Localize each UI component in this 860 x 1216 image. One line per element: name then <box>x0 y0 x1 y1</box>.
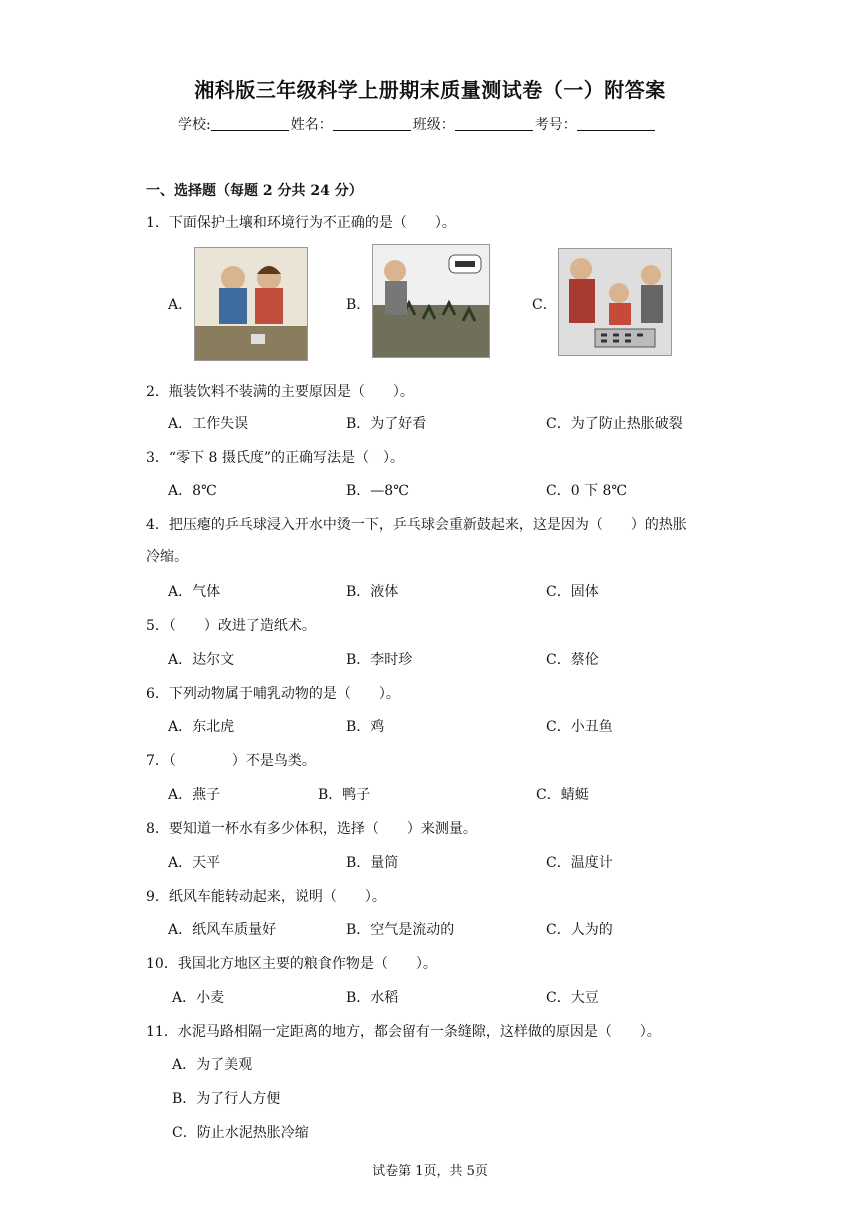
class-blank[interactable] <box>455 116 533 131</box>
q7-option-b[interactable]: B．鸭子 <box>318 787 371 803</box>
children-planting-illustration <box>195 248 307 360</box>
q1-option-c-label: C． <box>532 297 557 313</box>
q10-option-b[interactable]: B．水稻 <box>346 990 399 1006</box>
q3-option-b[interactable]: B．—8℃ <box>346 483 409 499</box>
q2-option-b[interactable]: B．为了好看 <box>346 416 427 432</box>
question-4-continued: 冷缩。 <box>146 549 188 565</box>
q1-image-b <box>372 244 490 358</box>
family-sorting-illustration <box>559 249 671 355</box>
student-info-line <box>178 114 657 134</box>
question-9: 9．纸风车能转动起来，说明（ ）。 <box>146 889 386 905</box>
question-6: 6．下列动物属于哺乳动物的是（ ）。 <box>146 686 400 702</box>
q10-option-c[interactable]: C．大豆 <box>546 990 599 1006</box>
question-2: 2．瓶装饮料不装满的主要原因是（ ）。 <box>146 384 414 400</box>
q11-option-a[interactable]: A．为了美观 <box>172 1057 253 1073</box>
question-4: 4．把压瘪的乒乓球浸入开水中烫一下，乒乓球会重新鼓起来，这是因为（ ）的热胀 <box>146 517 687 533</box>
q2-option-c[interactable]: C．为了防止热胀破裂 <box>546 416 683 432</box>
q4-option-c[interactable]: C．固体 <box>546 584 599 600</box>
q10-option-a[interactable]: A．小麦 <box>172 990 225 1006</box>
exam-no-blank[interactable] <box>577 116 655 131</box>
question-10: 10．我国北方地区主要的粮食作物是（ ）。 <box>146 956 437 972</box>
q7-option-a[interactable]: A．燕子 <box>168 787 221 803</box>
q3-option-a[interactable]: A．8℃ <box>168 483 217 499</box>
q4-option-b[interactable]: B．液体 <box>346 584 399 600</box>
q1-image-a <box>194 247 308 361</box>
class-label: 班级： <box>412 117 455 133</box>
q2-option-a[interactable]: A．工作失误 <box>168 416 249 432</box>
q4-option-a[interactable]: A．气体 <box>168 584 221 600</box>
boy-spraying-field-illustration <box>373 245 489 357</box>
question-7: 7．（ ）不是鸟类。 <box>146 753 316 769</box>
question-1: 1．下面保护土壤和环境行为不正确的是（ ）。 <box>146 215 456 231</box>
page-title: 湘科版三年级科学上册期末质量测试卷（一）附答案 <box>194 78 666 102</box>
q9-option-b[interactable]: B．空气是流动的 <box>346 922 455 938</box>
q5-option-b[interactable]: B．李时珍 <box>346 652 413 668</box>
q6-option-c[interactable]: C．小丑鱼 <box>546 719 613 735</box>
q5-option-a[interactable]: A．达尔文 <box>168 652 235 668</box>
exam-no-label: 考号： <box>534 117 577 133</box>
q5-option-c[interactable]: C．蔡伦 <box>546 652 599 668</box>
school-blank[interactable] <box>211 116 289 131</box>
name-label: 姓名： <box>290 117 333 133</box>
q8-option-a[interactable]: A．天平 <box>168 855 221 871</box>
q7-option-c[interactable]: C．蜻蜓 <box>536 787 589 803</box>
q1-image-c <box>558 248 672 356</box>
q8-option-b[interactable]: B．量筒 <box>346 855 399 871</box>
q11-option-c[interactable]: C．防止水泥热胀冷缩 <box>172 1125 309 1141</box>
q1-option-b-label: B． <box>346 297 371 313</box>
section-heading: 一、选择题（每题 2 分共 24 分） <box>146 183 363 199</box>
q6-option-a[interactable]: A．东北虎 <box>168 719 235 735</box>
question-3: 3．“零下 8 摄氏度”的正确写法是（ ）。 <box>146 450 405 466</box>
page-footer: 试卷第 1页，共 5页 <box>372 1164 488 1179</box>
q3-option-c[interactable]: C．0 下 8℃ <box>546 483 628 499</box>
q8-option-c[interactable]: C．温度计 <box>546 855 613 871</box>
q11-option-b[interactable]: B．为了行人方便 <box>172 1091 281 1107</box>
question-8: 8．要知道一杯水有多少体积，选择（ ）来测量。 <box>146 821 477 837</box>
q9-option-c[interactable]: C．人为的 <box>546 922 613 938</box>
school-label: 学校: <box>178 117 211 133</box>
q1-option-a-label: A． <box>168 297 193 313</box>
name-blank[interactable] <box>333 116 411 131</box>
question-5: 5．（ ）改进了造纸术。 <box>146 618 316 634</box>
q6-option-b[interactable]: B．鸡 <box>346 719 385 735</box>
q9-option-a[interactable]: A．纸风车质量好 <box>168 922 277 938</box>
question-11: 11．水泥马路相隔一定距离的地方，都会留有一条缝隙，这样做的原因是（ ）。 <box>146 1024 661 1040</box>
